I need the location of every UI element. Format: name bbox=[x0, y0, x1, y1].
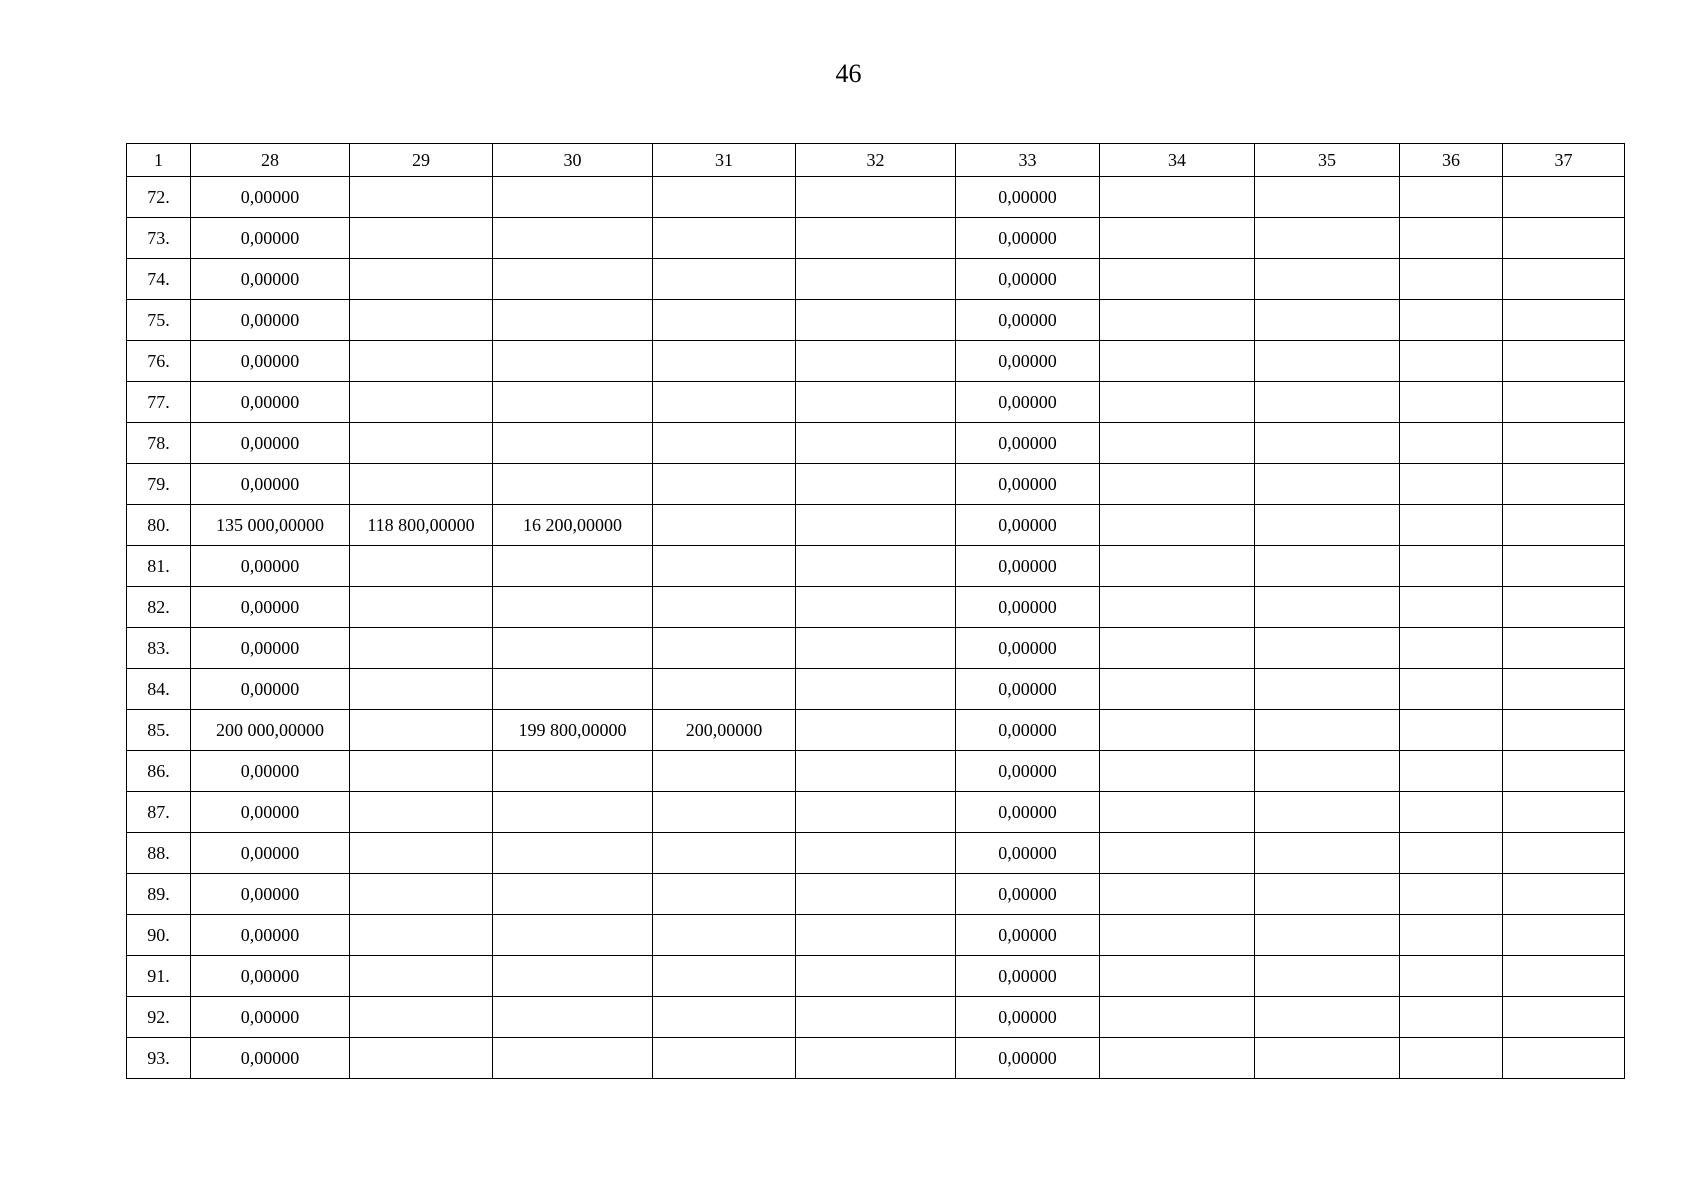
table-cell bbox=[1400, 751, 1503, 792]
table-cell bbox=[350, 833, 493, 874]
table-cell: 0,00000 bbox=[191, 464, 350, 505]
table-cell: 0,00000 bbox=[191, 423, 350, 464]
table-cell bbox=[796, 546, 956, 587]
page-number: 46 bbox=[835, 59, 862, 88]
table-cell bbox=[1255, 587, 1400, 628]
table-cell bbox=[653, 300, 796, 341]
row-number-cell: 85. bbox=[127, 710, 191, 751]
column-header: 29 bbox=[350, 144, 493, 177]
table-cell bbox=[1503, 464, 1625, 505]
table-cell bbox=[1503, 1038, 1625, 1079]
table-cell bbox=[1255, 341, 1400, 382]
table-cell bbox=[493, 751, 653, 792]
table-cell bbox=[1400, 915, 1503, 956]
table-cell bbox=[1400, 300, 1503, 341]
table-cell bbox=[653, 546, 796, 587]
table-cell bbox=[350, 587, 493, 628]
row-number-cell: 86. bbox=[127, 751, 191, 792]
table-cell bbox=[1400, 177, 1503, 218]
table-cell bbox=[1255, 177, 1400, 218]
table-cell bbox=[796, 341, 956, 382]
table-cell bbox=[1503, 956, 1625, 997]
table-row bbox=[127, 915, 1625, 956]
table-cell bbox=[493, 382, 653, 423]
table-cell bbox=[1255, 628, 1400, 669]
table-cell: 135 000,00000 bbox=[191, 505, 350, 546]
table-cell bbox=[1255, 915, 1400, 956]
table-row bbox=[127, 628, 1625, 669]
table-cell bbox=[796, 833, 956, 874]
row-number-cell: 90. bbox=[127, 915, 191, 956]
table-cell bbox=[1100, 259, 1255, 300]
table-cell bbox=[350, 997, 493, 1038]
table-cell bbox=[493, 587, 653, 628]
table-row bbox=[127, 341, 1625, 382]
table-body bbox=[127, 144, 1625, 1079]
table-cell bbox=[1400, 218, 1503, 259]
row-number-cell: 82. bbox=[127, 587, 191, 628]
table-row bbox=[127, 1038, 1625, 1079]
table-cell bbox=[796, 1038, 956, 1079]
table-cell bbox=[493, 628, 653, 669]
table-cell bbox=[493, 915, 653, 956]
table-cell bbox=[653, 1038, 796, 1079]
table-cell bbox=[350, 792, 493, 833]
column-header: 32 bbox=[796, 144, 956, 177]
table-cell bbox=[1100, 177, 1255, 218]
table-cell bbox=[1255, 710, 1400, 751]
table-cell bbox=[350, 341, 493, 382]
table-cell: 0,00000 bbox=[191, 915, 350, 956]
table-cell bbox=[1503, 710, 1625, 751]
table-cell: 0,00000 bbox=[956, 177, 1100, 218]
table-cell bbox=[493, 669, 653, 710]
table-cell bbox=[493, 341, 653, 382]
table-cell bbox=[653, 505, 796, 546]
table-cell bbox=[796, 669, 956, 710]
table-cell bbox=[653, 464, 796, 505]
table-cell: 0,00000 bbox=[956, 792, 1100, 833]
table-cell bbox=[1400, 382, 1503, 423]
table-cell bbox=[1100, 300, 1255, 341]
table-cell: 0,00000 bbox=[191, 587, 350, 628]
table-cell: 0,00000 bbox=[191, 628, 350, 669]
row-number-cell: 79. bbox=[127, 464, 191, 505]
table-cell: 0,00000 bbox=[956, 669, 1100, 710]
table-cell: 0,00000 bbox=[956, 423, 1100, 464]
table-cell: 0,00000 bbox=[191, 341, 350, 382]
table-cell: 0,00000 bbox=[191, 300, 350, 341]
table-cell bbox=[796, 382, 956, 423]
table-cell bbox=[1503, 546, 1625, 587]
table-row bbox=[127, 259, 1625, 300]
table-cell bbox=[493, 259, 653, 300]
table-cell bbox=[1255, 259, 1400, 300]
table-cell: 0,00000 bbox=[191, 751, 350, 792]
table-row bbox=[127, 792, 1625, 833]
table-cell bbox=[653, 177, 796, 218]
table-cell bbox=[1400, 464, 1503, 505]
table-cell bbox=[1503, 259, 1625, 300]
table-cell bbox=[1400, 669, 1503, 710]
table-cell bbox=[1100, 423, 1255, 464]
table-cell bbox=[493, 997, 653, 1038]
table-cell bbox=[1503, 628, 1625, 669]
row-number-cell: 72. bbox=[127, 177, 191, 218]
row-number-cell: 83. bbox=[127, 628, 191, 669]
table-cell bbox=[1503, 341, 1625, 382]
table-cell bbox=[1255, 792, 1400, 833]
table-cell bbox=[1255, 423, 1400, 464]
row-number-cell: 92. bbox=[127, 997, 191, 1038]
table-row bbox=[127, 300, 1625, 341]
table-cell bbox=[1100, 669, 1255, 710]
table-cell bbox=[1400, 874, 1503, 915]
table-cell bbox=[1400, 833, 1503, 874]
table-cell: 0,00000 bbox=[956, 300, 1100, 341]
row-number-cell: 80. bbox=[127, 505, 191, 546]
table-cell bbox=[1255, 956, 1400, 997]
row-number-cell: 76. bbox=[127, 341, 191, 382]
table-cell: 0,00000 bbox=[191, 546, 350, 587]
table-cell bbox=[1100, 710, 1255, 751]
table-cell: 0,00000 bbox=[956, 464, 1100, 505]
table-cell bbox=[796, 464, 956, 505]
table-cell bbox=[653, 833, 796, 874]
column-header: 37 bbox=[1503, 144, 1625, 177]
table-cell: 0,00000 bbox=[191, 1038, 350, 1079]
table-cell: 0,00000 bbox=[191, 874, 350, 915]
table-cell bbox=[653, 628, 796, 669]
table-cell: 0,00000 bbox=[956, 628, 1100, 669]
column-header: 31 bbox=[653, 144, 796, 177]
table-cell bbox=[796, 587, 956, 628]
table-cell: 0,00000 bbox=[956, 915, 1100, 956]
table-row bbox=[127, 505, 1625, 546]
table-cell bbox=[1100, 1038, 1255, 1079]
table-cell bbox=[1100, 628, 1255, 669]
table-cell bbox=[1400, 546, 1503, 587]
table-cell bbox=[493, 464, 653, 505]
table-cell bbox=[493, 423, 653, 464]
table-cell bbox=[350, 669, 493, 710]
table-cell: 0,00000 bbox=[191, 792, 350, 833]
table-cell bbox=[796, 259, 956, 300]
table-cell bbox=[350, 956, 493, 997]
table-cell bbox=[796, 915, 956, 956]
table-cell bbox=[1503, 505, 1625, 546]
table-cell bbox=[493, 874, 653, 915]
table-cell bbox=[1100, 218, 1255, 259]
table-row bbox=[127, 956, 1625, 997]
table-cell: 0,00000 bbox=[956, 259, 1100, 300]
table-cell bbox=[1255, 874, 1400, 915]
table-cell: 0,00000 bbox=[191, 956, 350, 997]
table-cell bbox=[653, 792, 796, 833]
table-cell bbox=[350, 300, 493, 341]
table-row bbox=[127, 710, 1625, 751]
table-cell bbox=[493, 1038, 653, 1079]
column-header: 34 bbox=[1100, 144, 1255, 177]
table-cell bbox=[1255, 300, 1400, 341]
table-cell bbox=[796, 423, 956, 464]
table-cell bbox=[1255, 1038, 1400, 1079]
table-cell bbox=[1503, 177, 1625, 218]
table-cell bbox=[1100, 751, 1255, 792]
table-cell bbox=[796, 956, 956, 997]
table-cell: 0,00000 bbox=[191, 833, 350, 874]
table-cell bbox=[493, 218, 653, 259]
table-cell bbox=[653, 259, 796, 300]
table-header-row bbox=[127, 144, 1625, 177]
table-cell bbox=[1400, 710, 1503, 751]
table-cell: 200 000,00000 bbox=[191, 710, 350, 751]
table-cell bbox=[796, 710, 956, 751]
table-cell bbox=[653, 751, 796, 792]
table-row bbox=[127, 218, 1625, 259]
table-cell bbox=[1100, 382, 1255, 423]
table-cell bbox=[493, 792, 653, 833]
table-cell bbox=[1503, 997, 1625, 1038]
row-number-cell: 87. bbox=[127, 792, 191, 833]
table-cell bbox=[1400, 997, 1503, 1038]
table-cell: 199 800,00000 bbox=[493, 710, 653, 751]
table-cell bbox=[493, 300, 653, 341]
table-cell bbox=[1400, 505, 1503, 546]
table-cell bbox=[350, 1038, 493, 1079]
table-cell bbox=[350, 259, 493, 300]
table-cell bbox=[1100, 546, 1255, 587]
table-cell: 200,00000 bbox=[653, 710, 796, 751]
table-cell bbox=[1255, 833, 1400, 874]
row-number-cell: 78. bbox=[127, 423, 191, 464]
table-cell: 0,00000 bbox=[191, 259, 350, 300]
table-cell bbox=[350, 751, 493, 792]
table-cell bbox=[1255, 382, 1400, 423]
table-cell bbox=[796, 177, 956, 218]
table-cell: 0,00000 bbox=[956, 218, 1100, 259]
row-number-cell: 75. bbox=[127, 300, 191, 341]
row-number-cell: 88. bbox=[127, 833, 191, 874]
table-cell bbox=[796, 505, 956, 546]
table-cell bbox=[1255, 464, 1400, 505]
table-cell: 0,00000 bbox=[956, 1038, 1100, 1079]
table-cell bbox=[653, 218, 796, 259]
table-cell bbox=[796, 792, 956, 833]
table-cell bbox=[1400, 956, 1503, 997]
table-cell bbox=[1255, 669, 1400, 710]
table-row bbox=[127, 833, 1625, 874]
table-row bbox=[127, 751, 1625, 792]
table-cell: 0,00000 bbox=[956, 341, 1100, 382]
table-row bbox=[127, 669, 1625, 710]
table-cell: 0,00000 bbox=[956, 956, 1100, 997]
table-cell bbox=[1255, 751, 1400, 792]
row-number-cell: 91. bbox=[127, 956, 191, 997]
table-cell bbox=[1503, 300, 1625, 341]
table-cell bbox=[1100, 956, 1255, 997]
table-cell bbox=[796, 218, 956, 259]
table-cell: 0,00000 bbox=[956, 546, 1100, 587]
table-cell bbox=[1503, 669, 1625, 710]
row-number-cell: 84. bbox=[127, 669, 191, 710]
table-row bbox=[127, 423, 1625, 464]
table-cell bbox=[1255, 218, 1400, 259]
row-number-cell: 73. bbox=[127, 218, 191, 259]
table-row bbox=[127, 464, 1625, 505]
table-cell bbox=[653, 915, 796, 956]
column-header: 28 bbox=[191, 144, 350, 177]
table-row bbox=[127, 546, 1625, 587]
table-cell bbox=[1400, 587, 1503, 628]
table-cell bbox=[1100, 464, 1255, 505]
table-cell bbox=[796, 874, 956, 915]
table-cell bbox=[350, 915, 493, 956]
table-row bbox=[127, 997, 1625, 1038]
table-cell bbox=[1400, 628, 1503, 669]
column-header: 36 bbox=[1400, 144, 1503, 177]
table-cell bbox=[350, 177, 493, 218]
table-row bbox=[127, 874, 1625, 915]
table-cell bbox=[653, 956, 796, 997]
row-number-cell: 89. bbox=[127, 874, 191, 915]
table-cell: 0,00000 bbox=[956, 833, 1100, 874]
table-cell bbox=[1255, 546, 1400, 587]
table-cell bbox=[653, 669, 796, 710]
table-cell bbox=[1503, 587, 1625, 628]
table-cell bbox=[1400, 259, 1503, 300]
table-cell: 16 200,00000 bbox=[493, 505, 653, 546]
table-cell bbox=[350, 382, 493, 423]
table-cell bbox=[1503, 792, 1625, 833]
table-cell: 0,00000 bbox=[191, 997, 350, 1038]
table-cell bbox=[1100, 587, 1255, 628]
table-row bbox=[127, 177, 1625, 218]
table-cell: 0,00000 bbox=[956, 997, 1100, 1038]
table-cell bbox=[653, 997, 796, 1038]
table-cell bbox=[653, 874, 796, 915]
table-cell: 0,00000 bbox=[191, 218, 350, 259]
column-header: 33 bbox=[956, 144, 1100, 177]
row-number-cell: 77. bbox=[127, 382, 191, 423]
column-header: 30 bbox=[493, 144, 653, 177]
table-cell bbox=[1503, 874, 1625, 915]
table-row bbox=[127, 587, 1625, 628]
table-cell bbox=[796, 628, 956, 669]
table-cell: 0,00000 bbox=[956, 751, 1100, 792]
table-cell bbox=[653, 382, 796, 423]
row-number-cell: 93. bbox=[127, 1038, 191, 1079]
table-cell bbox=[1503, 218, 1625, 259]
table-cell bbox=[350, 423, 493, 464]
table-cell: 0,00000 bbox=[191, 382, 350, 423]
table-cell bbox=[1100, 833, 1255, 874]
table-cell bbox=[1400, 341, 1503, 382]
table-cell: 118 800,00000 bbox=[350, 505, 493, 546]
table-cell bbox=[1503, 833, 1625, 874]
table-cell bbox=[796, 300, 956, 341]
table-cell bbox=[350, 874, 493, 915]
table-cell bbox=[796, 997, 956, 1038]
table-cell bbox=[1400, 423, 1503, 464]
table-cell bbox=[1100, 792, 1255, 833]
table-cell bbox=[493, 177, 653, 218]
table-cell bbox=[493, 833, 653, 874]
table-cell bbox=[1100, 997, 1255, 1038]
table-cell bbox=[350, 710, 493, 751]
table-cell bbox=[1255, 997, 1400, 1038]
table-cell bbox=[1503, 751, 1625, 792]
table-cell bbox=[1503, 915, 1625, 956]
column-header: 1 bbox=[127, 144, 191, 177]
table-cell bbox=[1100, 341, 1255, 382]
table-cell bbox=[1100, 505, 1255, 546]
table-cell bbox=[1503, 423, 1625, 464]
table-cell bbox=[1503, 382, 1625, 423]
table-cell bbox=[493, 956, 653, 997]
row-number-cell: 74. bbox=[127, 259, 191, 300]
row-number-cell: 81. bbox=[127, 546, 191, 587]
table-row bbox=[127, 382, 1625, 423]
table-cell bbox=[350, 218, 493, 259]
data-table bbox=[126, 143, 1625, 1079]
table-cell: 0,00000 bbox=[191, 177, 350, 218]
column-header: 35 bbox=[1255, 144, 1400, 177]
table-cell: 0,00000 bbox=[956, 587, 1100, 628]
table-cell bbox=[1255, 505, 1400, 546]
table-cell bbox=[1100, 915, 1255, 956]
table-cell bbox=[493, 546, 653, 587]
table-cell bbox=[350, 546, 493, 587]
table-cell bbox=[1100, 874, 1255, 915]
table-cell bbox=[653, 423, 796, 464]
table-cell bbox=[653, 587, 796, 628]
table-cell: 0,00000 bbox=[956, 710, 1100, 751]
table-cell: 0,00000 bbox=[956, 505, 1100, 546]
table-cell: 0,00000 bbox=[956, 874, 1100, 915]
table-cell: 0,00000 bbox=[956, 382, 1100, 423]
table-cell: 0,00000 bbox=[191, 669, 350, 710]
table-cell bbox=[653, 341, 796, 382]
table-cell bbox=[1400, 792, 1503, 833]
table-cell bbox=[1400, 1038, 1503, 1079]
table-cell bbox=[796, 751, 956, 792]
table-cell bbox=[350, 628, 493, 669]
table-cell bbox=[350, 464, 493, 505]
